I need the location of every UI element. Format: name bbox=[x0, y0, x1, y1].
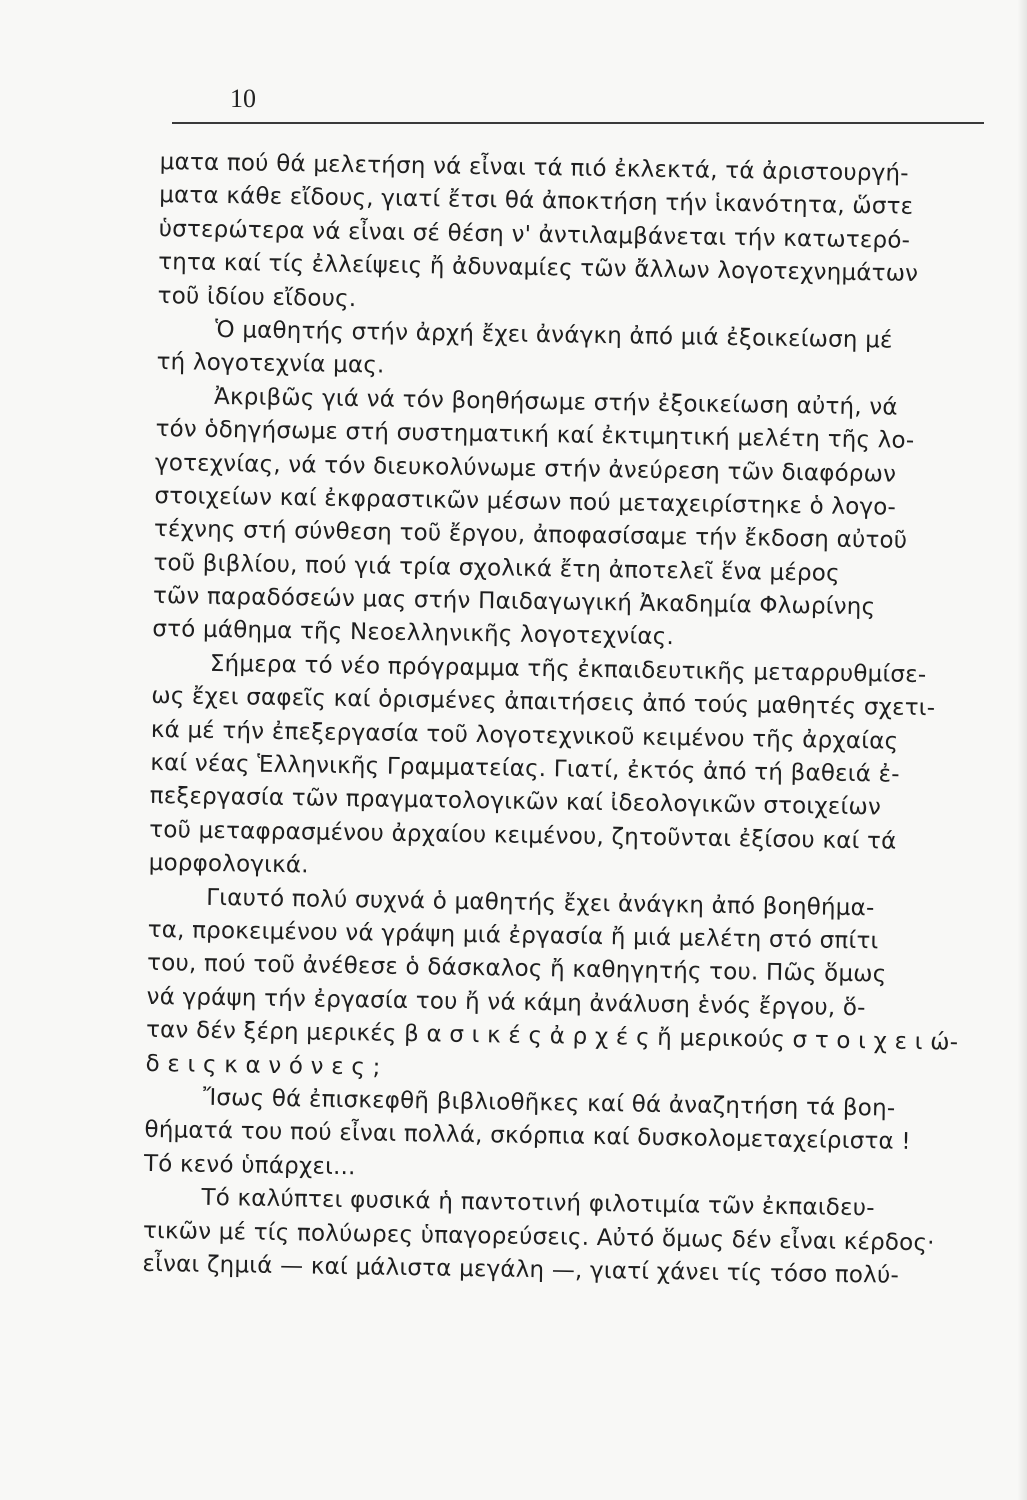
text-line: γοτεχνίας, νά τόν διευκολύνωμε στήν ἀνεύρεση τῶν διαφόρων bbox=[154, 449, 897, 488]
text-line: καί νέας Ἑλληνικῆς Γραμματείας. Γιατί, ἐκτός ἀπό τή βαθειά ἐ- bbox=[150, 749, 900, 788]
text-line: πεξεργασία τῶν πραγματολογικῶν καί ἰδεολογικῶν στοιχείων bbox=[149, 783, 882, 821]
text-line: μορφολογικά. bbox=[148, 850, 309, 879]
text-line: τή λογοτεχνία μας. bbox=[156, 349, 385, 379]
text-line: του, πού τοῦ ἀνέθεσε ὁ δάσκαλος ἤ καθηγητής του. Πῶς ὅμως bbox=[146, 950, 887, 988]
text-line: τοῦ μεταφρασμένου ἀρχαίου κειμένου, ζητοῦνται ἐξίσου καί τά bbox=[149, 816, 897, 855]
text-line: Σήμερα τό νέο πρόγραμμα τῆς ἐκπαιδευτικῆς μεταρρυθμίσε- bbox=[209, 650, 927, 688]
text-line: κά μέ τήν ἐπεξεργασία τοῦ λογοτεχνικοῦ κειμένου τῆς ἀρχαίας bbox=[150, 716, 899, 755]
text-line: δ ε ι ς κ α ν ό ν ε ς ; bbox=[145, 1050, 381, 1081]
text-line: στό μάθημα τῆς Νεοελληνικῆς λογοτεχνίας. bbox=[152, 616, 675, 651]
text-line: ὑστερώτερα νά εἶναι σέ θέση ν' ἀντιλαμβάνεται τήν κατωτερό- bbox=[158, 215, 911, 254]
text-line: Γιαυτό πολύ συχνά ὁ μαθητής ἔχει ἀνάγκη ἀπό βοηθήμα- bbox=[205, 884, 875, 921]
text-line: Τό καλύπτει φυσικά ἡ παντοτινή φιλοτιμία τῶν ἐκπαιδευ- bbox=[201, 1184, 875, 1222]
text-line: στοιχείων καί ἐκφραστικῶν μέσων πού μεταχειρίστηκε ὁ λογο- bbox=[154, 482, 897, 521]
text-line: Τό κενό ὑπάρχει... bbox=[143, 1150, 356, 1180]
text-line: τικῶν μέ τίς πολύωρες ὑπαγορεύσεις. Αὐτό ὅμως δέν εἶναι κέρδος· bbox=[142, 1217, 935, 1256]
text-line: ματα πού θά μελετήση νά εἶναι τά πιό ἐκλεκτά, τά ἀριστουργή- bbox=[159, 148, 910, 187]
text-line: τητα καί τίς ἐλλείψεις ἤ ἀδυναμίες τῶν ἄλλων λογοτεχνημάτων bbox=[157, 249, 919, 288]
header-rule bbox=[172, 122, 984, 124]
text-line: τοῦ ἰδίου εἴδους. bbox=[157, 282, 357, 312]
text-line: νά γράψη τήν ἐργασία του ἤ νά κάμη ἀνάλυση ἑνός ἔργου, ὅ- bbox=[146, 983, 866, 1021]
text-line: ως ἔχει σαφεῖς καί ὁρισμένες ἀπαιτήσεις ἀπό τούς μαθητές σχετι- bbox=[151, 683, 936, 722]
text-line: θήματά του πού εἶναι πολλά, σκόρπια καί δυσκολομεταχείριστα ! bbox=[144, 1117, 911, 1156]
page-edge-shadow bbox=[1017, 0, 1027, 1500]
body-text bbox=[142, 146, 975, 1294]
text-line: τόν ὁδηγήσωμε στή συστηματική καί ἐκτιμητική μελέτη τῆς λο- bbox=[155, 416, 915, 455]
text-line: τοῦ βιβλίου, πού γιά τρία σχολικά ἔτη ἀποτελεῖ ἕνα μέρος bbox=[153, 549, 840, 587]
text-line: ταν δέν ξέρη μερικές β α σ ι κ έ ς ἀ ρ χ έ ς ἤ μερικούς σ τ ο ι χ ε ι ώ- bbox=[145, 1017, 959, 1056]
text-line: τέχνης στή σύνθεση τοῦ ἔργου, ἀποφασίσαμε τήν ἔκδοση αὐτοῦ bbox=[153, 516, 908, 555]
text-line: Ἀκριβῶς γιά νά τόν βοηθήσωμε στήν ἐξοικείωση αὐτή, νά bbox=[213, 383, 898, 421]
page-number: 10 bbox=[230, 84, 256, 113]
text-line: ματα κάθε εἴδους, γιατί ἔτσι θά ἀποκτήση τήν ἱκανότητα, ὥστε bbox=[159, 182, 914, 221]
text-line: Ἴσως θά ἐπισκεφθῆ βιβλιοθῆκες καί θά ἀναζητήση τά βοη- bbox=[202, 1084, 896, 1122]
text-line: Ὁ μαθητής στήν ἀρχή ἔχει ἀνάγκη ἀπό μιά ἐξοικείωση μέ bbox=[214, 316, 893, 354]
text-line: τα, προκειμένου νά γράψη μιά ἐργασία ἤ μιά μελέτη στό σπίτι bbox=[147, 916, 879, 955]
text-line: εἶναι ζημιά — καί μάλιστα μεγάλη —, γιατί χάνει τίς τόσο πολύ- bbox=[142, 1250, 900, 1289]
text-line: τῶν παραδόσεών μας στήν Παιδαγωγική Ἀκαδημία Φλωρίνης bbox=[152, 583, 876, 621]
